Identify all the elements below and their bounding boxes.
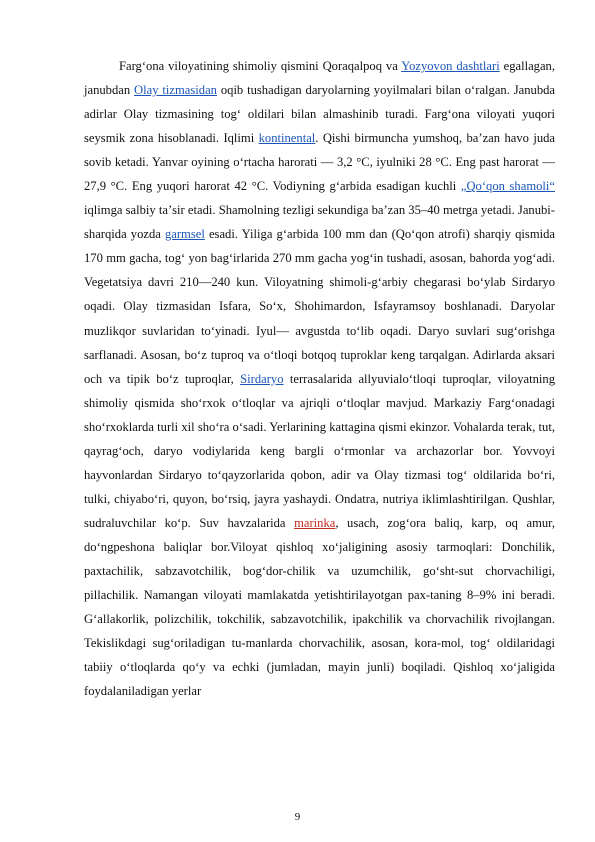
body-paragraph — [84, 54, 555, 703]
text-run: esadi. Yiliga gʻarbida 100 mm dan (Qoʻqon atrofi) sharqiy qismida 170 mm gacha, togʻ yon bagʻirlarida 270 mm gacha yogʻin tushadi, asosan, bahorda yogʻadi. Vegetatsiya davri 210—240 kun. Viloyatning shimoli-gʻarbiy chegarasi boʻylab Sirdaryo oqadi. Olay tizmasidan Isfara, Soʻx, Shohimardon, Isfayramsoy boshlanadi. Daryolar muzlikqor suvlaridan toʻyinadi. Iyul— avgustda toʻlib oqadi. Daryo suvlari sugʻorishga sarflanadi. Asosan, boʻz tuproq va oʻtloqi botqoq tuproklar keng tarqalgan. Adirlarda aksari och va tipik boʻz tuproqlar, — [84, 227, 556, 386]
text-run: oqib tushadigan daryolarning yoyilmalari bilan oʻralgan. Janubda adirlar Olay tizmasining togʻ oldilari bilan almashinib turadi. Fargʻona viloyati yuqori seysmik zona hisoblanadi. Iqlimi — [84, 83, 556, 146]
page-number: 9 — [294, 811, 301, 823]
text-run: terrasalarida allyuvialoʻtloqi tuproqlar, viloyatning shimoliy qismida shoʻrxok oʻtloqlar va ajriqli oʻtloqlar mavjud. Markaziy Fargʻonadagi shoʻrxoklarda turli xil shoʻra oʻsadi. Yerlarining kattagina qismi ekinzor. Vohalarda terak, tut, qayragʻoch, daryo vodiylarida keng bargli oʻrmonlar va archazorlar bor. Yovvoyi hayvonlardan Sirdaryo toʻqayzorlarida qobon, adir va Olay tizmasi togʻ oldilarida boʻri, tulki, chiyaboʻri, quyon, boʻrsiq, jayra yashaydi. Ondatra, nutriya iklimlashtirilgan. Qushlar, sudraluvchilar koʻp. Suv havzalarida — [84, 371, 555, 530]
text-run: , usach, zogʻora baliq, karp, oq amur, doʻngpeshona baliqlar bor.Viloyat qishloq xoʻjaligining asosiy tarmoqlari: Donchilik, paxtachilik, sabzavotchilik, bogʻdor-chilik va uzumchilik, goʻsht-sut chorvachiligi, pillachilik. Namangan viloyati mamlakatda yetishtirilayotgan pax-taning 8–9% ini beradi. Gʻallakorlik, polizchilik, tokchilik, sabzavotchilik, ipakchilik va chorvachilik rivojlangan. Tekislikdagi sugʻoriladigan tu-manlarda chorvachilik, asosan, kora-mol, togʻ oldilaridagi tabiiy oʻtloqlarda qoʻy va echki (jumladan, mayin junli) boqiladi. Qishloq xoʻjaligida foydalaniladigan yerlar — [84, 515, 555, 699]
text-run: iqlimga salbiy taʼsir etadi. Shamolning tezligi sekundiga baʼzan 35–40 metrga yetadi. Janubi-sharqida yozda — [84, 203, 555, 242]
link-kontinental[interactable]: kontinental — [258, 131, 316, 146]
link-yozyovon-dashtlari[interactable]: Yozyovon dashtlari — [401, 59, 500, 73]
link-olay-tizmasidan[interactable]: Olay tizmasidan — [134, 83, 217, 98]
link-sirdaryo[interactable]: Sirdaryo — [240, 371, 284, 386]
document-page — [84, 54, 555, 703]
text-run: egallagan, janubdan — [84, 59, 555, 98]
text-run: . Qishi birmuncha yumshoq, baʼzan havo juda sovib ketadi. Yanvar oyining oʻrtacha harorati — 3,2 °C, iyulniki 28 °C. Eng past harorat — 27,9 °C. Eng yuqori harorat 42 °C. Vodiyning gʻarbida esadigan kuchli — [84, 131, 556, 194]
link-garmsel[interactable]: garmsel — [164, 227, 205, 242]
link-marinka[interactable]: marinka — [294, 515, 336, 530]
text-run: Fargʻona viloyatining shimoliy qismini Qoraqalpoq va — [119, 59, 402, 73]
link-qoqon-shamoli[interactable]: „Qoʻqon shamoli“ — [460, 179, 556, 194]
